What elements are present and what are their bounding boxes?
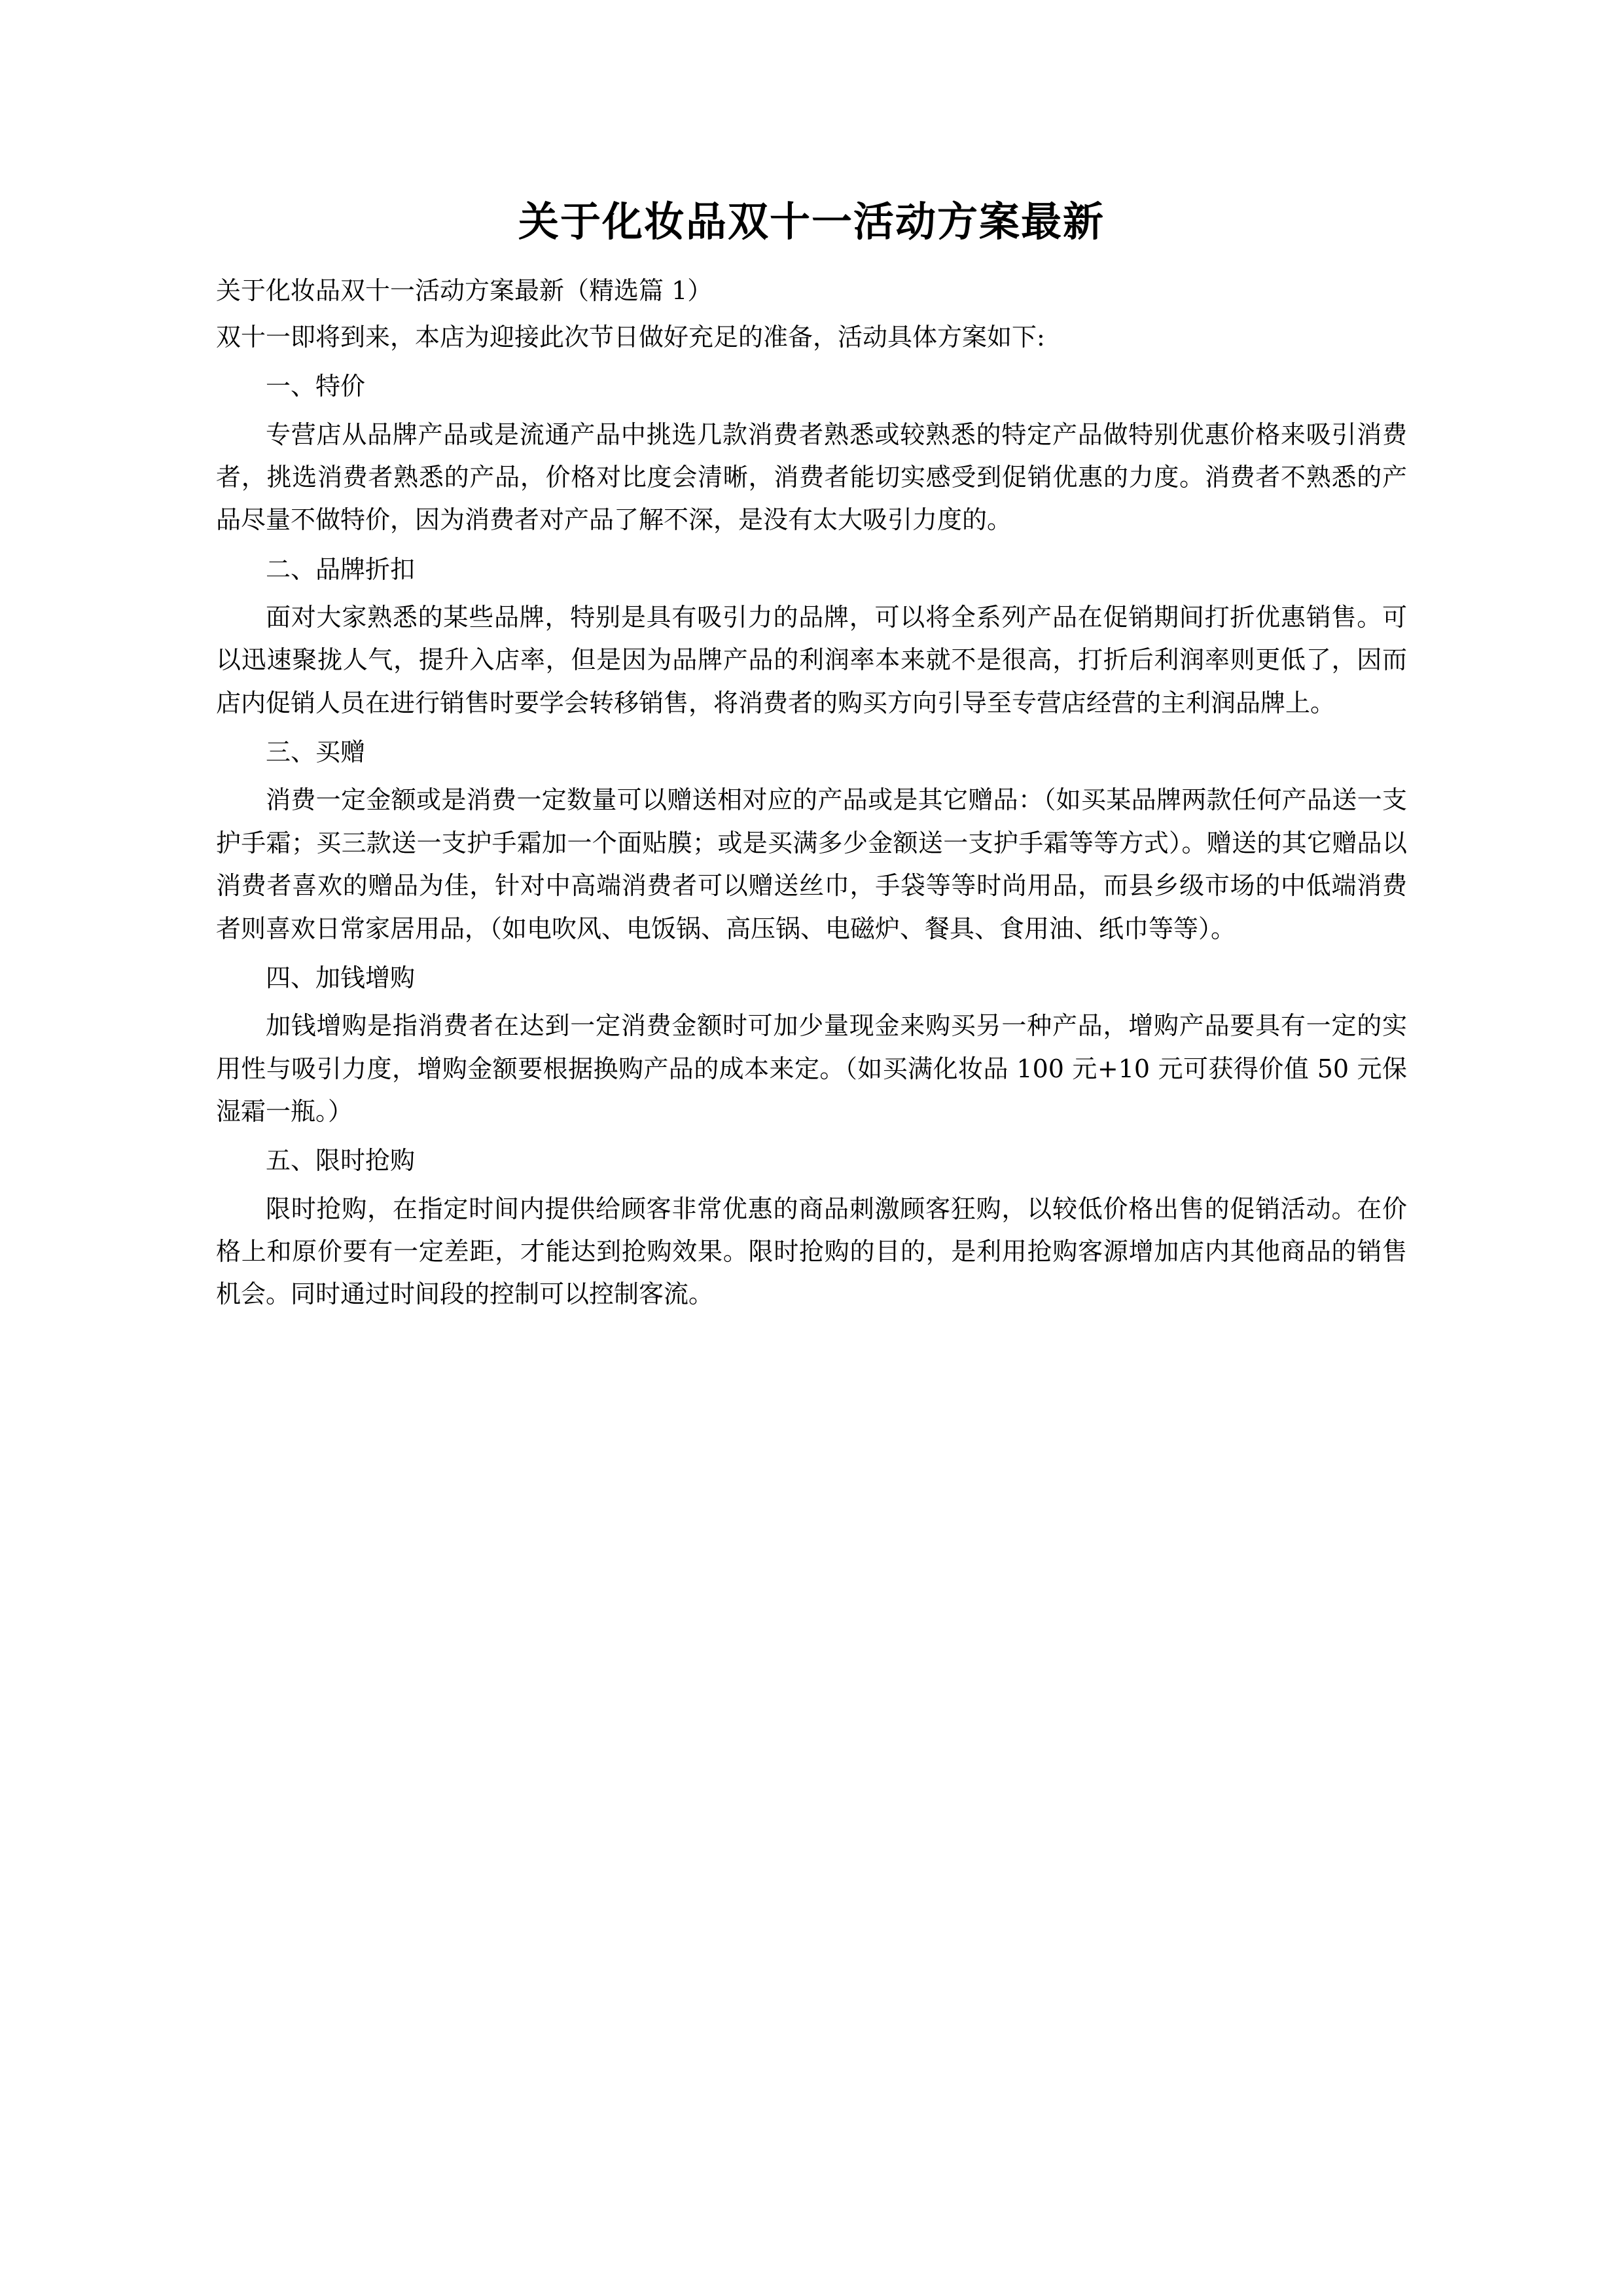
section-heading-4: 四、加钱增购 — [266, 963, 416, 992]
section-body-5: 限时抢购，在指定时间内提供给顾客非常优惠的商品刺激顾客狂购，以较低价格出售的促销活动。在价格上和原价要有一定差距，才能达到抢购效果。限时抢购的目的，是利用抢购客源增加店内其他商品的销售机会。同时通过时间段的控制可以控制客流。 — [216, 1194, 1407, 1309]
document-intro: 双十一即将到来，本店为迎接此次节日做好充足的准备，活动具体方案如下: — [216, 322, 1045, 351]
document-subtitle: 关于化妆品双十一活动方案最新（精选篇 1） — [216, 276, 713, 305]
section-heading-5: 五、限时抢购 — [266, 1146, 416, 1175]
section-body-2: 面对大家熟悉的某些品牌，特别是具有吸引力的品牌，可以将全系列产品在促销期间打折优惠销售。可以迅速聚拢人气，提升入店率，但是因为品牌产品的利润率本来就不是很高，打折后利润率则更低了，因而店内促销人员在进行销售时要学会转移销售，将消费者的购买方向引导至专营店经营的主利润品牌上。 — [216, 603, 1407, 717]
page-title: 关于化妆品双十一活动方案最新 — [518, 198, 1105, 245]
section-body-1: 专营店从品牌产品或是流通产品中挑选几款消费者熟悉或较熟悉的特定产品做特别优惠价格来吸引消费者，挑选消费者熟悉的产品，价格对比度会清晰，消费者能切实感受到促销优惠的力度。消费者不熟悉的产品尽量不做特价，因为消费者对产品了解不深，是没有太大吸引力度的。 — [216, 420, 1407, 535]
section-heading-2: 二、品牌折扣 — [266, 554, 416, 584]
section-heading-1: 一、特价 — [266, 372, 366, 401]
section-heading-3: 三、买赠 — [266, 738, 366, 767]
section-body-4: 加钱增购是指消费者在达到一定消费金额时可加少量现金来购买另一种产品，增购产品要具有一定的实用性与吸引力度，增购金额要根据换购产品的成本来定。（如买满化妆品 100 元+10 元可获得价值 50 元保湿霜一瓶。） — [216, 1011, 1407, 1126]
section-body-3: 消费一定金额或是消费一定数量可以赠送相对应的产品或是其它赠品：（如买某品牌两款任何产品送一支护手霜；买三款送一支护手霜加一个面贴膜；或是买满多少金额送一支护手霜等等方式）。赠送的其它赠品以消费者喜欢的赠品为佳，针对中高端消费者可以赠送丝巾，手袋等等时尚用品，而县乡级市场的中低端消费者则喜欢日常家居用品，（如电吹风、电饭锅、高压锅、电磁炉、餐具、食用油、纸巾等等）。 — [216, 785, 1407, 943]
